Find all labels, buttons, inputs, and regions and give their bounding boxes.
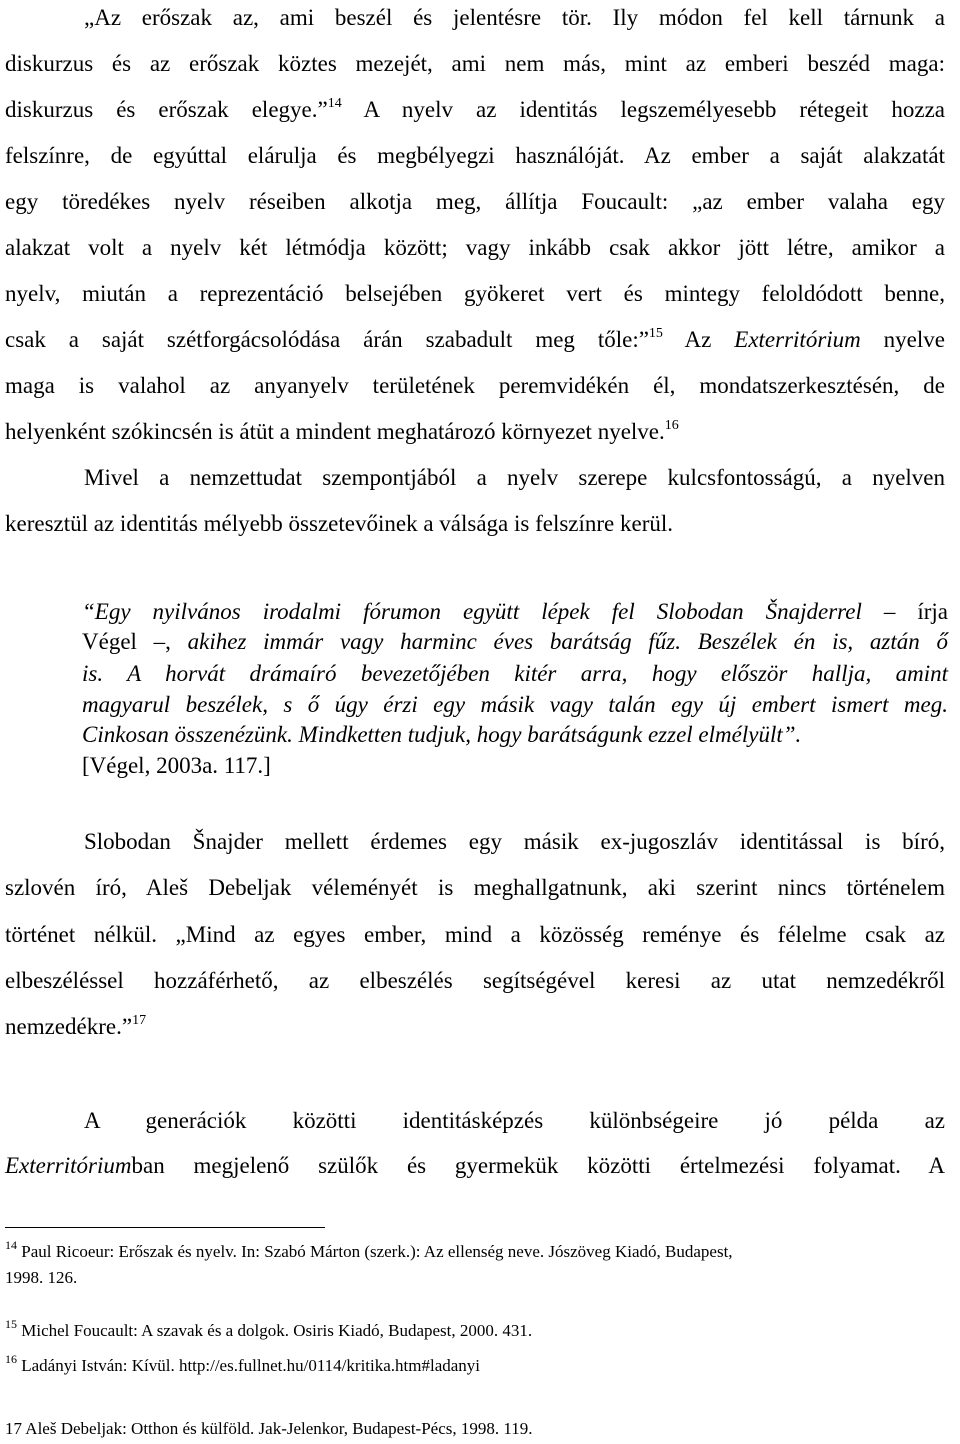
quote-line xyxy=(82,597,948,627)
body-line: maga is valahol az anyanyelv területének peremvidékén él, mondatszerkesztésén, de xyxy=(5,373,945,398)
body-line: Slobodan Šnajder mellett érdemes egy másik ex-jugoszláv identitással is bíró, xyxy=(84,829,945,854)
footnote-text[interactable]: Ladányi István: Kívül. http://es.fullnet.hu/0114/kritika.htm#ladanyi xyxy=(17,1356,481,1375)
footnote-ref[interactable]: 14 xyxy=(327,96,342,111)
quote-line: is. A horvát drámaíró bevezetőjében kitér arra, hogy először hallja, amint xyxy=(82,661,948,686)
footnote-ref[interactable]: 15 xyxy=(648,326,663,341)
book-title: Exterritórium xyxy=(5,1153,132,1178)
quote-text: Végel –, xyxy=(82,629,171,654)
book-title: Exterritórium xyxy=(734,327,861,352)
footnote-number: 14 xyxy=(5,1238,17,1252)
body-line: egy töredékes nyelv réseiben alkotja meg, állítja Foucault: „az ember valaha egy xyxy=(5,189,945,214)
quote-line xyxy=(82,627,948,657)
footnote-ref[interactable]: 17 xyxy=(132,1013,147,1028)
body-line: A generációk közötti identitásképzés különbségeire jó példa az xyxy=(84,1108,945,1133)
footnote-15 xyxy=(5,1317,533,1342)
quote-text: akihez immár vagy harminc éves barátság fűz. Beszélek én is, aztán ő xyxy=(170,629,949,654)
body-text: Az xyxy=(662,327,735,352)
body-text: csak a saját szétforgácsolódása árán szabadult meg tőle:” xyxy=(5,327,649,352)
footnote-text: Paul Ricoeur: Erőszak és nyelv. In: Szabó Márton (szerk.): Az ellenség neve. Jószöveg Kiadó, Budapest, xyxy=(17,1242,733,1261)
body-text: nyelve xyxy=(860,327,945,352)
body-line: Mivel a nemzettudat szempontjából a nyelv szerepe kulcsfontosságú, a nyelven xyxy=(84,465,945,490)
footnote-number: 16 xyxy=(5,1352,17,1366)
footnote-14-continuation: 1998. 126. xyxy=(5,1268,78,1287)
body-text: helyenként szókincsén is átüt a mindent meghatározó környezet nyelve. xyxy=(5,419,665,444)
body-line: nyelv, miután a reprezentáció belsejében gyökeret vert és mintegy feloldódott benne, xyxy=(5,281,945,306)
footnote-text: Michel Foucault: A szavak és a dolgok. Osiris Kiadó, Budapest, 2000. 431. xyxy=(17,1321,533,1340)
body-line: szlovén író, Aleš Debeljak véleményét is meghallgatnunk, aki szerint nincs történelem xyxy=(5,875,945,900)
footnote-17: 17 Aleš Debeljak: Otthon és külföld. Jak-Jelenkor, Budapest-Pécs, 1998. 119. xyxy=(5,1419,533,1438)
quote-line: Cinkosan összenézünk. Mindketten tudjuk, hogy barátságunk ezzel elmélyült”. xyxy=(82,722,802,747)
quote-line: magyarul beszélek, s ő úgy érzi egy másik vagy talán egy új embert ismert meg. xyxy=(82,692,948,717)
quote-text: – xyxy=(861,599,918,624)
body-line: történet nélkül. „Mind az egyes ember, mind a közösség reménye és félelme csak az xyxy=(5,922,945,947)
body-line xyxy=(5,326,945,354)
body-line xyxy=(5,1013,945,1041)
body-text: A nyelv az identitás legszemélyesebb rétegeit hozza xyxy=(341,97,946,122)
quote-text: “Egy nyilvános irodalmi fórumon együtt lépek fel Slobodan Šnajderrel xyxy=(82,599,862,624)
body-line xyxy=(5,1152,945,1180)
body-text: ban megjelenő szülők és gyermekük közötti értelmezési folyamat. A xyxy=(131,1153,945,1178)
body-text: nemzedékre.” xyxy=(5,1014,133,1039)
footnote-16 xyxy=(5,1352,481,1377)
footnote-divider xyxy=(5,1227,325,1228)
body-line: keresztül az identitás mélyebb összetevőinek a válsága is felszínre kerül. xyxy=(5,511,674,536)
footnote-ref[interactable]: 16 xyxy=(664,418,679,433)
quote-citation: [Végel, 2003a. 117.] xyxy=(82,753,271,778)
body-line: diskurzus és az erőszak köztes mezejét, ami nem más, mint az emberi beszéd maga: xyxy=(5,51,945,76)
body-line: alakzat volt a nyelv két létmódja között; vagy inkább csak akkor jött létre, amikor a xyxy=(5,235,945,260)
body-line xyxy=(5,96,945,124)
quote-text: írja xyxy=(917,599,948,624)
body-line: elbeszéléssel hozzáférhető, az elbeszélés segítségével keresi az utat nemzedékről xyxy=(5,968,945,993)
body-line: „Az erőszak az, ami beszél és jelentésre tör. Ily módon fel kell tárnunk a xyxy=(84,5,945,30)
body-line xyxy=(5,418,945,446)
body-text: diskurzus és erőszak elegye.” xyxy=(5,97,328,122)
footnote-14 xyxy=(5,1238,733,1263)
footnote-number: 15 xyxy=(5,1317,17,1331)
body-line: felszínre, de egyúttal elárulja és megbélyegzi használóját. Az ember a saját alakzatát xyxy=(5,143,945,168)
